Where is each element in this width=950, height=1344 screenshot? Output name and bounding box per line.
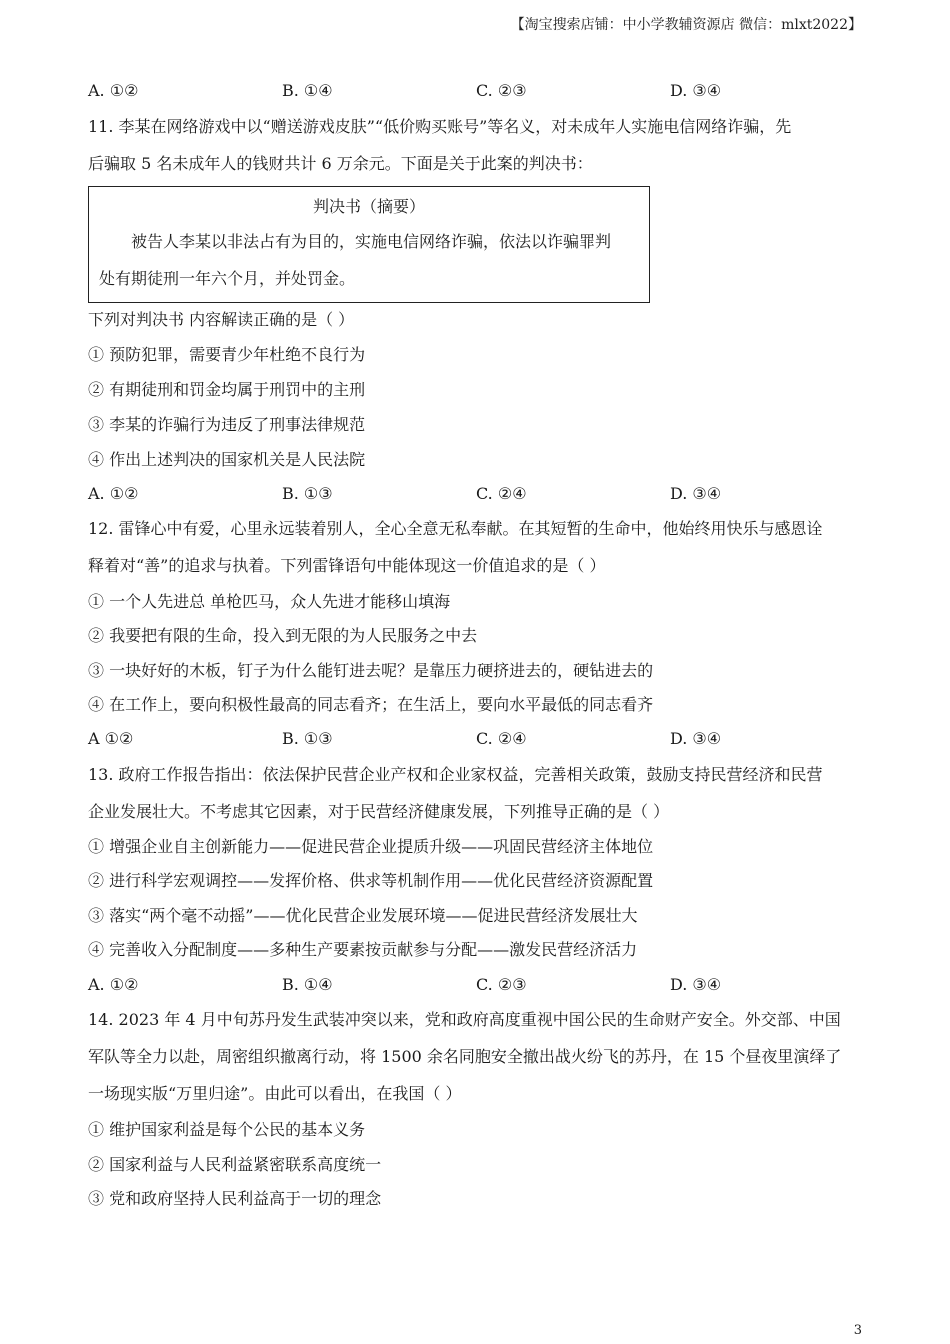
q12-stem-line-1: 12. 雷锋心中有爱，心里永远装着别人，全心全意无私奉献。在其短暂的生命中，他始终用快乐与感恩诠 [88, 519, 823, 538]
verdict-box [88, 186, 650, 303]
verdict-line-1: 被告人李某以非法占有为目的，实施电信网络诈骗，依法以诈骗罪判 [131, 232, 612, 251]
q11-options [88, 484, 863, 504]
q11-item-2: ② 有期徒刑和罚金均属于刑罚中的主刑 [88, 380, 366, 399]
option-c[interactable]: C. ②④ [476, 484, 527, 503]
q14-item-1: ① 维护国家利益是每个公民的基本义务 [88, 1120, 366, 1139]
q14-stem-line-2: 军队等全力以赴，周密组织撤离行动，将 1500 余名同胞安全撤出战火纷飞的苏丹，在 15 个昼夜里演绎了 [88, 1047, 842, 1066]
q11-item-3: ③ 李某的诈骗行为违反了刑事法律规范 [88, 415, 366, 434]
q11-stem-line-1: 11. 李某在网络游戏中以“赠送游戏皮肤”“低价购买账号”等名义，对未成年人实施电信网络诈骗，先 [88, 117, 792, 136]
q11-item-4: ④ 作出上述判决的国家机关是人民法院 [88, 450, 366, 469]
option-a[interactable]: A. ①② [88, 975, 139, 994]
q12-stem-line-2: 释着对“善”的追求与执着。下列雷锋语句中能体现这一价值追求的是（ ） [88, 556, 606, 575]
q12-item-4: ④ 在工作上，要向积极性最高的同志看齐；在生活上，要向水平最低的同志看齐 [88, 695, 654, 714]
option-a[interactable]: A. ①② [88, 484, 139, 503]
option-d[interactable]: D. ③④ [670, 484, 722, 503]
verdict-line-2: 处有期徒刑一年六个月，并处罚金。 [99, 269, 356, 288]
option-c[interactable]: C. ②③ [476, 81, 527, 100]
option-b[interactable]: B. ①④ [282, 81, 333, 100]
q12-item-1: ① 一个人先进总 单枪匹马，众人先进才能移山填海 [88, 592, 451, 611]
option-c[interactable]: C. ②④ [476, 729, 527, 748]
q13-item-2: ② 进行科学宏观调控——发挥价格、供求等机制作用——优化民营经济资源配置 [88, 871, 654, 890]
option-d[interactable]: D. ③④ [670, 729, 722, 748]
option-a[interactable]: A. ①② [88, 81, 139, 100]
option-c[interactable]: C. ②③ [476, 975, 527, 994]
q14-stem-line-1: 14. 2023 年 4 月中旬苏丹发生武装冲突以来，党和政府高度重视中国公民的生命财产安全。外交部、中国 [88, 1010, 841, 1029]
verdict-title: 判决书（摘要） [312, 197, 425, 216]
option-b[interactable]: B. ①④ [282, 975, 333, 994]
q14-item-2: ② 国家利益与人民利益紧密联系高度统一 [88, 1155, 382, 1174]
option-d[interactable]: D. ③④ [670, 975, 722, 994]
page-number: 3 [853, 1323, 862, 1338]
q13-item-3: ③ 落实“两个毫不动摇”——优化民营企业发展环境——促进民营经济发展壮大 [88, 906, 638, 925]
q13-item-1: ① 增强企业自主创新能力——促进民营企业提质升级——巩固民营经济主体地位 [88, 837, 654, 856]
option-b[interactable]: B. ①③ [282, 484, 333, 503]
q14-item-3: ③ 党和政府坚持人民利益高于一切的理念 [88, 1189, 382, 1208]
q13-item-4: ④ 完善收入分配制度——多种生产要素按贡献参与分配——激发民营经济活力 [88, 940, 638, 959]
q11-item-1: ① 预防犯罪，需要青少年杜绝不良行为 [88, 345, 366, 364]
option-d[interactable]: D. ③④ [670, 81, 722, 100]
option-b[interactable]: B. ①③ [282, 729, 333, 748]
q12-item-2: ② 我要把有限的生命，投入到无限的为人民服务之中去 [88, 626, 478, 645]
option-a[interactable]: A ①② [88, 729, 134, 748]
q13-stem-line-2: 企业发展壮大。不考虑其它因素，对于民营经济健康发展，下列推导正确的是（ ） [88, 802, 670, 821]
q13-options [88, 975, 863, 995]
q11-stem-line-2: 后骗取 5 名未成年人的钱财共计 6 万余元。下面是关于此案的判决书： [88, 154, 593, 173]
q12-item-3: ③ 一块好好的木板，钉子为什么能钉进去呢？是靠压力硬挤进去的，硬钻进去的 [88, 661, 654, 680]
page-header: 【淘宝搜索店铺：中小学教辅资源店 微信：mlxt2022】 [510, 17, 862, 33]
q14-stem-line-3: 一场现实版“万里归途”。由此可以看出，在我国（ ） [88, 1084, 462, 1103]
q13-stem-line-1: 13. 政府工作报告指出：依法保护民营企业产权和企业家权益，完善相关政策，鼓励支持民营经济和民营 [88, 765, 823, 784]
q12-options [88, 729, 863, 749]
q10-options [88, 81, 863, 101]
q11-question: 下列对判决书 内容解读正确的是（ ） [88, 310, 355, 329]
